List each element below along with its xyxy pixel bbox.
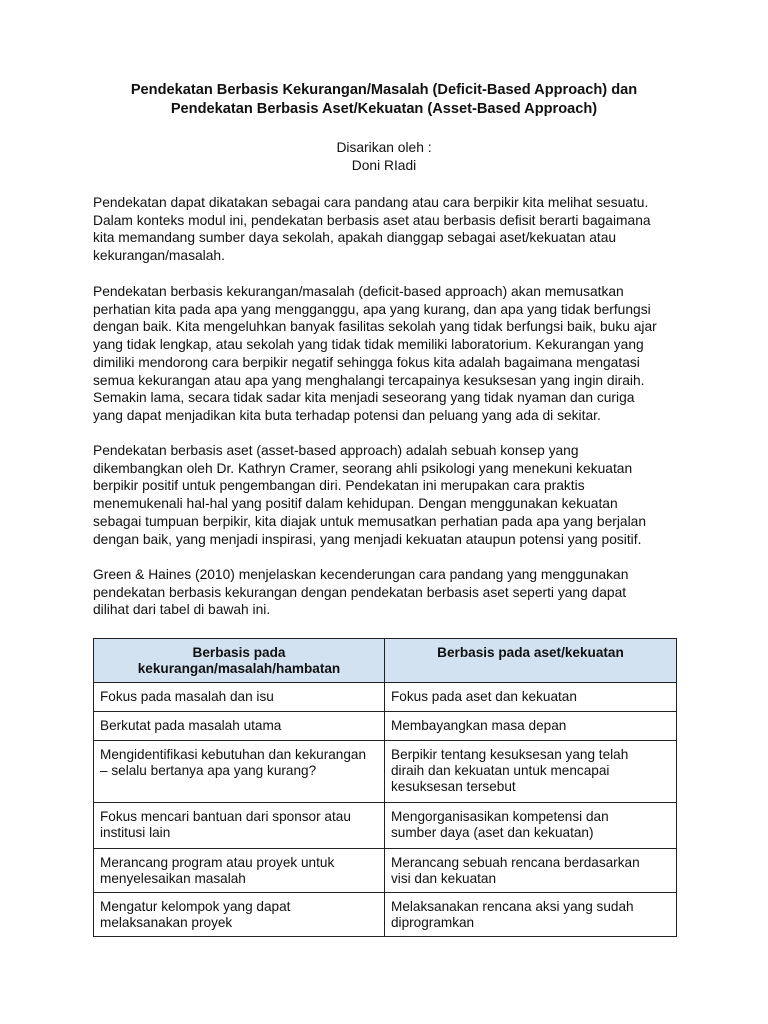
paragraph-line: dilihat dari tabel di bawah ini. [93, 602, 271, 618]
paragraph-line: Pendekatan berbasis kekurangan/masalah (deficit-based approach) akan memusatkan [93, 284, 624, 299]
paragraph-line: berpikir positif untuk pengembangan diri. Pendekatan ini merupakan cara praktis [93, 478, 585, 494]
cell-deficit [94, 893, 385, 937]
cell-deficit [94, 803, 385, 849]
cell-line: Melaksanakan rencana aksi yang sudah [391, 899, 634, 914]
header-line: Berbasis pada aset/kekuatan [437, 645, 624, 660]
table-row [94, 741, 677, 803]
paragraph-line: semua kekurangan atau apa yang menghalangi tercapainya kesuksesan yang ingin diraih. [93, 372, 645, 388]
title-line: Pendekatan Berbasis Aset/Kekuatan (Asset-Based Approach) [170, 101, 598, 117]
paragraph-line: Pendekatan berbasis aset (asset-based approach) adalah sebuah konsep yang [93, 443, 579, 458]
paragraph-asset-approach [93, 442, 683, 548]
table-row [94, 803, 677, 849]
table-row [94, 683, 677, 712]
paragraph-deficit-approach [93, 283, 683, 425]
cell-line: Mengatur kelompok yang dapat [100, 899, 291, 914]
cell-asset [385, 893, 677, 937]
cell-line: Berkutat pada masalah utama [100, 718, 282, 733]
cell-deficit [94, 712, 385, 741]
byline [60, 139, 708, 175]
paragraph-line: yang dapat menjadikan kita buta terhadap potensi dan peluang yang ada di sekitar. [93, 407, 601, 423]
cell-line: Merancang program atau proyek untuk [100, 855, 335, 870]
paragraph-line: menemukenali hal-hal yang positif dalam kehidupan. Dengan menggunakan kekuatan [93, 496, 618, 512]
paragraph-line: perhatian kita pada apa yang mengganggu, apa yang kurang, dan apa yang tidak berfungsi [93, 301, 651, 317]
paragraph-line: pendekatan berbasis kekurangan dengan pendekatan berbasis aset seperti yang dapat [93, 584, 627, 600]
cell-deficit [94, 741, 385, 803]
header-line: kekurangan/masalah/hambatan [137, 661, 341, 676]
cell-line: diprogramkan [391, 915, 475, 930]
paragraph-intro [93, 194, 683, 265]
cell-line: Fokus pada aset dan kekuatan [391, 689, 577, 704]
paragraph-line: yang tidak lengkap, atau sekolah yang tidak tidak memiliki laboratorium. Kekurangan yang [93, 337, 644, 353]
cell-line: Mengidentifikasi kebutuhan dan kekurangan [100, 747, 367, 762]
cell-line: – selalu bertanya apa yang kurang? [100, 763, 317, 778]
table-row [94, 893, 677, 937]
paragraph-line: sebagai tumpuan berpikir, kita diajak untuk memusatkan perhatian pada apa yang berjalan [93, 513, 647, 529]
paragraph-line: Green & Haines (2010) menjelaskan kecenderungan cara pandang yang menggunakan [93, 567, 629, 582]
table-header-row [94, 639, 677, 683]
paragraph-line: kita memandang sumber daya sekolah, apakah dianggap sebagai aset/kekuatan atau [93, 230, 617, 246]
paragraph-line: Semakin lama, secara tidak sadar kita menjadi seseorang yang tidak nyaman dan curiga [93, 390, 635, 406]
cell-asset [385, 712, 677, 741]
cell-line: institusi lain [100, 825, 171, 840]
cell-line: visi dan kekuatan [391, 871, 497, 886]
paragraph-line: dengan baik, yang menjadi inspirasi, yang menjadi kekuatan ataupun potensi yang positif. [93, 531, 642, 547]
table-row [94, 849, 677, 893]
cell-asset [385, 803, 677, 849]
cell-deficit [94, 849, 385, 893]
paragraph-line: Dalam konteks modul ini, pendekatan berbasis aset atau berbasis defisit berarti bagaimana [93, 212, 651, 228]
cell-asset [385, 683, 677, 712]
cell-line: Merancang sebuah rencana berdasarkan [391, 855, 640, 870]
paragraph-green-haines [93, 566, 683, 619]
paragraph-line: dikembangkan oleh Dr. Kathryn Cramer, seorang ahli psikologi yang menekuni kekuatan [93, 460, 633, 476]
cell-deficit [94, 683, 385, 712]
paragraph-line: dengan baik. Kita mengeluhkan banyak fasilitas sekolah yang tidak berfungsi baik, buku ajar [93, 319, 657, 335]
cell-line: melaksanakan proyek [100, 915, 233, 930]
byline-label: Disarikan oleh : [336, 140, 432, 155]
cell-line: Fokus pada masalah dan isu [100, 689, 274, 704]
byline-author: Doni RIadi [351, 158, 417, 173]
document-title [60, 81, 708, 119]
title-line: Pendekatan Berbasis Kekurangan/Masalah (Deficit-Based Approach) dan [130, 82, 638, 98]
cell-asset [385, 741, 677, 803]
comparison-table [93, 638, 677, 937]
cell-line: Mengorganisasikan kompetensi dan [391, 809, 609, 824]
cell-line: Fokus mencari bantuan dari sponsor atau [100, 809, 351, 824]
cell-line: menyelesaikan masalah [100, 871, 246, 886]
cell-asset [385, 849, 677, 893]
table-row [94, 712, 677, 741]
cell-line: Berpikir tentang kesuksesan yang telah [391, 747, 629, 762]
cell-line: sumber daya (aset dan kekuatan) [391, 825, 594, 840]
header-asset-based [385, 639, 677, 683]
paragraph-line: Pendekatan dapat dikatakan sebagai cara pandang atau cara berpikir kita melihat sesuatu. [93, 195, 649, 210]
header-line: Berbasis pada [192, 645, 286, 660]
cell-line: diraih dan kekuatan untuk mencapai [391, 763, 610, 778]
paragraph-line: kekurangan/masalah. [93, 248, 225, 264]
header-deficit-based [94, 639, 385, 683]
paragraph-line: dimiliki mendorong cara berpikir negatif sehingga fokus kita adalah bagaimana mengatasi [93, 354, 640, 370]
cell-line: Membayangkan masa depan [391, 718, 567, 733]
cell-line: kesuksesan tersebut [391, 779, 516, 794]
